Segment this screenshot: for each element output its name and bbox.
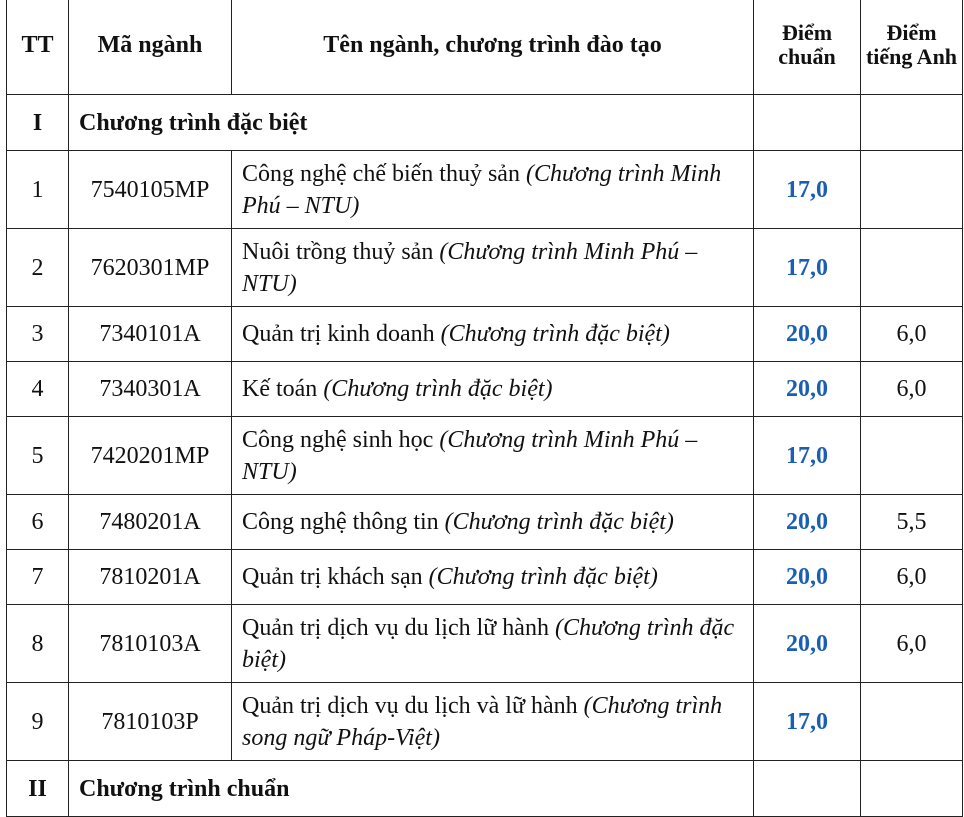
row-score: 20,0 (754, 362, 861, 417)
row-english: 6,0 (861, 605, 963, 683)
row-tt: 2 (7, 229, 69, 307)
program-note: (Chương trình Minh Phú – NTU) (242, 426, 698, 485)
row-code: 7340101A (69, 307, 232, 362)
row-code: 7420201MP (69, 417, 232, 495)
table-row (7, 550, 963, 605)
row-name (232, 362, 754, 417)
program-name: Nuôi trồng thuỷ sản (242, 238, 440, 265)
row-code: 7540105MP (69, 151, 232, 229)
table-row (7, 307, 963, 362)
section-number: I (7, 95, 69, 151)
program-name: Kế toán (242, 376, 324, 402)
row-english: 5,5 (861, 495, 963, 550)
row-score: 20,0 (754, 605, 861, 683)
row-tt: 7 (7, 550, 69, 605)
row-english: 6,0 (861, 307, 963, 362)
program-note: (Chương trình Minh Phú – NTU) (242, 160, 722, 219)
row-score: 20,0 (754, 495, 861, 550)
program-note: (Chương trình Minh Phú – NTU) (242, 238, 698, 297)
program-name: Quản trị kinh doanh (242, 321, 441, 347)
program-note: (Chương trình đặc biệt) (428, 564, 658, 590)
table-row (7, 495, 963, 550)
section-row (7, 95, 963, 151)
row-tt: 1 (7, 151, 69, 229)
program-note: (Chương trình đặc biệt) (323, 376, 553, 402)
table-row (7, 229, 963, 307)
table-row (7, 417, 963, 495)
row-english (861, 151, 963, 229)
section-score-cell (754, 95, 861, 151)
program-name: Quản trị dịch vụ du lịch và lữ hành (242, 692, 584, 719)
row-tt: 3 (7, 307, 69, 362)
program-name: Quản trị khách sạn (242, 564, 429, 590)
row-code: 7810201A (69, 550, 232, 605)
row-score: 20,0 (754, 307, 861, 362)
row-english (861, 417, 963, 495)
section-score-cell (754, 761, 861, 817)
row-english (861, 229, 963, 307)
row-name (232, 550, 754, 605)
row-name (232, 417, 754, 495)
table-row (7, 683, 963, 761)
row-english: 6,0 (861, 550, 963, 605)
program-name: Công nghệ thông tin (242, 509, 445, 535)
section-title: Chương trình đặc biệt (69, 95, 754, 151)
program-note: (Chương trình song ngữ Pháp-Việt) (242, 692, 723, 751)
row-tt: 4 (7, 362, 69, 417)
row-name (232, 683, 754, 761)
section-number: II (7, 761, 69, 817)
section-english-cell (861, 95, 963, 151)
header-tt: TT (7, 0, 69, 95)
row-english: 6,0 (861, 362, 963, 417)
section-title: Chương trình chuẩn (69, 761, 754, 817)
row-score: 17,0 (754, 417, 861, 495)
program-name: Quản trị dịch vụ du lịch lữ hành (242, 614, 555, 641)
table-row (7, 362, 963, 417)
row-english (861, 683, 963, 761)
row-tt: 9 (7, 683, 69, 761)
program-note: (Chương trình đặc biệt) (242, 614, 735, 673)
program-note: (Chương trình đặc biệt) (440, 321, 670, 347)
row-code: 7620301MP (69, 229, 232, 307)
program-name: Công nghệ sinh học (242, 426, 440, 453)
table-row (7, 605, 963, 683)
row-tt: 8 (7, 605, 69, 683)
table-row (7, 151, 963, 229)
row-score: 17,0 (754, 151, 861, 229)
row-name (232, 605, 754, 683)
row-tt: 6 (7, 495, 69, 550)
row-name (232, 229, 754, 307)
program-name: Công nghệ chế biến thuỷ sản (242, 160, 526, 187)
section-english-cell (861, 761, 963, 817)
header-name: Tên ngành, chương trình đào tạo (232, 0, 754, 95)
row-tt: 5 (7, 417, 69, 495)
row-code: 7480201A (69, 495, 232, 550)
row-name (232, 151, 754, 229)
row-score: 17,0 (754, 683, 861, 761)
table-header-row (7, 0, 963, 95)
row-code: 7340301A (69, 362, 232, 417)
admission-scores-table (6, 0, 963, 817)
row-score: 20,0 (754, 550, 861, 605)
row-code: 7810103A (69, 605, 232, 683)
header-score: Điểm chuẩn (754, 0, 861, 95)
row-name (232, 307, 754, 362)
row-code: 7810103P (69, 683, 232, 761)
header-english: Điểm tiếng Anh (861, 0, 963, 95)
row-name (232, 495, 754, 550)
section-row (7, 761, 963, 817)
header-code: Mã ngành (69, 0, 232, 95)
row-score: 17,0 (754, 229, 861, 307)
program-note: (Chương trình đặc biệt) (444, 509, 674, 535)
